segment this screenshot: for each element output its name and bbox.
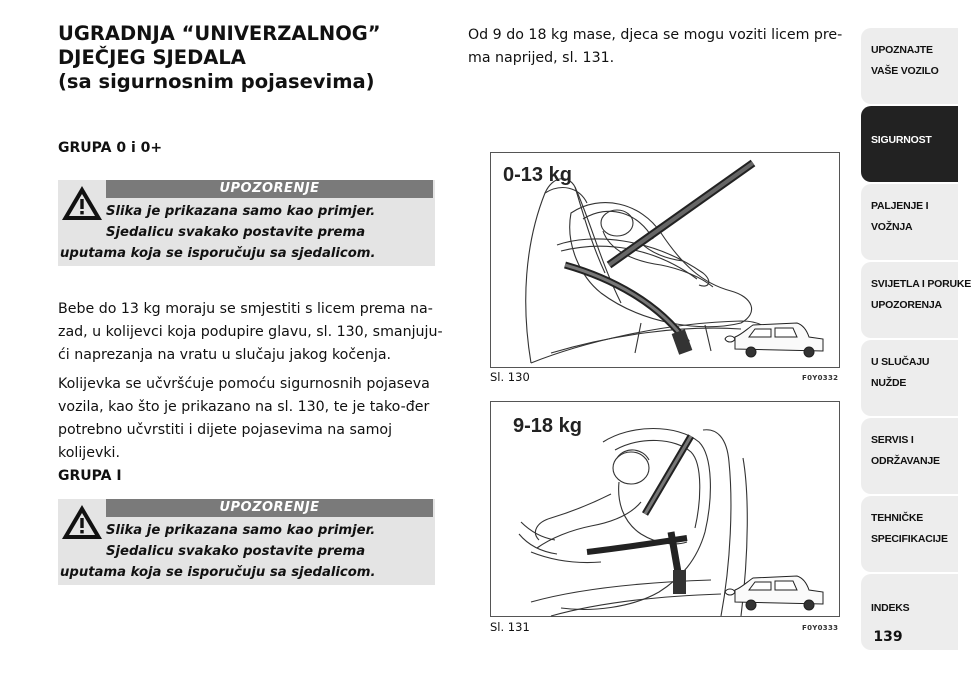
tab-label: INDEKS: [871, 602, 910, 614]
figure-caption: Sl. 131: [490, 620, 530, 634]
chapter-tabs: [861, 28, 971, 638]
tab-label: SERVIS I: [871, 434, 914, 446]
figure-131: [490, 401, 840, 617]
warning-line: Slika je prikazana samo kao primjer.: [106, 204, 376, 219]
tab-label: ODRŽAVANJE: [871, 455, 940, 467]
tab-label: VOŽNJA: [871, 221, 913, 233]
title-line: (sa sigurnosnim pojasevima): [58, 70, 375, 93]
tab-label: SPECIFIKACIJE: [871, 533, 948, 545]
figure-caption: Sl. 130: [490, 370, 530, 384]
warning-header: UPOZORENJE: [106, 499, 433, 517]
figure-code: F0Y0333: [802, 624, 839, 632]
child-seat-illustration: [491, 402, 839, 616]
tab-paljenje[interactable]: [861, 184, 958, 260]
page-title: [58, 22, 438, 94]
tab-label: NUŽDE: [871, 377, 907, 389]
tab-label: U SLUČAJU: [871, 356, 930, 368]
tab-label: VAŠE VOZILO: [871, 65, 939, 77]
tab-upoznajte[interactable]: [861, 28, 958, 104]
warning-line: Sjedalicu svakako postavite prema: [106, 544, 366, 559]
group-1-label: GRUPA I: [58, 468, 122, 484]
tab-label: SVIJETLA I PORUKE: [871, 278, 971, 290]
tab-u-slucaju[interactable]: [861, 340, 958, 416]
tab-label: TEHNIČKE: [871, 512, 924, 524]
right-paragraph: Od 9 do 18 kg mase, djeca se mogu voziti licem pre-ma naprijed, sl. 131.: [468, 27, 843, 66]
tab-label: SIGURNOST: [871, 134, 932, 146]
paragraph: Kolijevka se učvršćuje pomoću sigurnosnih pojaseva vozila, kao što je prikazano na sl. 130, te je tako-đer potrebno učvrstiti i dijete pojasevima na samoj kolijevki.: [58, 376, 430, 461]
tab-label: PALJENJE I: [871, 200, 929, 212]
tab-label: UPOZNAJTE: [871, 44, 933, 56]
tab-tehnicke[interactable]: [861, 496, 958, 572]
page-number: 139: [873, 629, 903, 645]
infant-carrier-illustration: [491, 153, 839, 367]
tab-sigurnost[interactable]: [861, 106, 958, 182]
group-0-label: GRUPA 0 i 0+: [58, 140, 163, 156]
title-line: DJEČJEG SJEDALA: [58, 46, 246, 69]
warning-line: uputama koja se isporučuju sa sjedalicom.: [60, 246, 376, 261]
tab-svjetla[interactable]: [861, 262, 971, 338]
tab-servis[interactable]: [861, 418, 958, 494]
figure-weight-label: 0-13 kg: [503, 164, 572, 186]
tab-label: UPOZORENJA: [871, 299, 942, 311]
body-text: [58, 298, 443, 471]
figure-130: [490, 152, 840, 368]
warning-line: Sjedalicu svakako postavite prema: [106, 225, 366, 240]
warning-header: UPOZORENJE: [106, 180, 433, 198]
warning-line: Slika je prikazana samo kao primjer.: [106, 523, 376, 538]
warning-line: uputama koja se isporučuju sa sjedalicom.: [60, 565, 376, 580]
figure-weight-label: 9-18 kg: [513, 415, 582, 437]
warning-triangle-icon: [60, 502, 104, 542]
paragraph: Bebe do 13 kg moraju se smjestiti s licem prema na-zad, u kolijevci koja podupire glavu, sl. 130, smanjuju-ći naprezanja na vratu u slučaju jakog kočenja.: [58, 301, 443, 363]
warning-box: [58, 499, 435, 585]
warning-triangle-icon: [60, 183, 104, 223]
title-line: UGRADNJA “UNIVERZALNOG”: [58, 22, 381, 45]
warning-box: [58, 180, 435, 266]
figure-code: F0Y0332: [802, 374, 839, 382]
